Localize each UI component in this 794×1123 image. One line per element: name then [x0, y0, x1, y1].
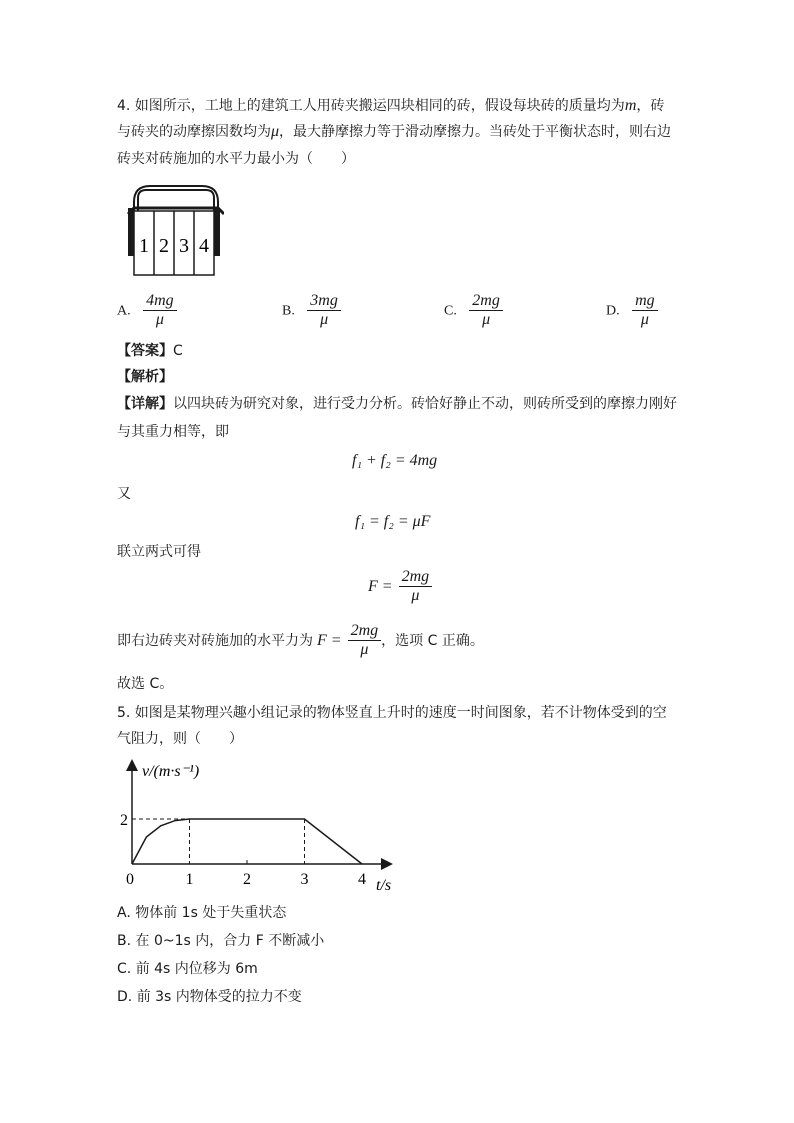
you-text: 又	[117, 486, 131, 502]
q5-line2: 气阻力，则（ ）	[117, 731, 243, 747]
q4-option-b[interactable]: B. $\frac{3mg}{\mu}$	[282, 292, 341, 329]
detail-line1: 【详解】以四块砖为研究对象，进行受力分析。砖恰好静止不动，则砖所受到的摩擦力刚好	[117, 396, 677, 412]
equation-2: f₁ = f₂ = μF	[355, 513, 431, 530]
q5-option-c[interactable]: C. 前 4s 内位移为 6m	[117, 961, 258, 977]
brick-3-label: 3	[179, 235, 189, 257]
brick-4-label: 4	[199, 235, 209, 257]
q4-line3: 砖夹对砖施加的水平力最小为（ ）	[117, 151, 355, 167]
q5-option-b[interactable]: B. 在 0~1s 内，合力 F 不断减小	[117, 933, 325, 949]
q4-option-c[interactable]: C. $\frac{2mg}{\mu}$	[444, 292, 503, 329]
equation-3: F = $\frac{2mg}{\mu}$	[368, 568, 432, 605]
x-tick-label-1: 1	[185, 871, 194, 888]
velocity-time-chart	[110, 756, 400, 896]
detail-line2: 与其重力相等，即	[117, 424, 229, 440]
q5-option-a[interactable]: A. 物体前 1s 处于失重状态	[117, 905, 287, 921]
q4-line1: 4. 如图所示，工地上的建筑工人用砖夹搬运四块相同的砖，假设每块砖的质量均为m，砖	[117, 97, 665, 114]
q5-line1: 5. 如图是某物理兴趣小组记录的物体竖直上升时的速度一时间图象，若不计物体受到的空	[117, 705, 667, 721]
equation-1: f₁ + f₂ = 4mg	[352, 452, 438, 469]
x-tick-label-4: 4	[358, 871, 366, 888]
y-axis-label: v/(m·s⁻¹)	[142, 763, 200, 780]
answer-line: 【答案】C	[117, 343, 183, 359]
q4-option-a[interactable]: A. $\frac{4mg}{\mu}$	[117, 292, 177, 329]
brick-2-label: 2	[159, 235, 169, 257]
combine-text: 联立两式可得	[117, 544, 201, 560]
q4-line2: 与砖夹的动摩擦因数均为μ，最大静摩擦力等于滑动摩擦力。当砖处于平衡状态时，则右边	[117, 123, 672, 140]
x-axis-label: t/s	[376, 877, 392, 894]
q4-option-d[interactable]: D. $\frac{mg}{\mu}$	[606, 292, 658, 329]
final-choice: 故选 C。	[117, 676, 174, 692]
x-tick-label-3: 3	[300, 871, 309, 888]
brick-clamp-figure	[124, 184, 224, 280]
brick-1-label: 1	[139, 235, 149, 257]
y-tick-label-2: 2	[120, 812, 128, 829]
x-tick-label-0: 0	[126, 871, 134, 888]
conclusion-line: 即右边砖夹对砖施加的水平力为 F = $\frac{2mg}{\mu}$ ，选项 C 正确。	[117, 622, 484, 658]
x-tick-label-2: 2	[243, 871, 251, 888]
q5-option-d[interactable]: D. 前 3s 内物体受的拉力不变	[117, 989, 302, 1005]
analysis-tag: 【解析】	[117, 369, 173, 385]
velocity-series-line	[132, 819, 362, 864]
